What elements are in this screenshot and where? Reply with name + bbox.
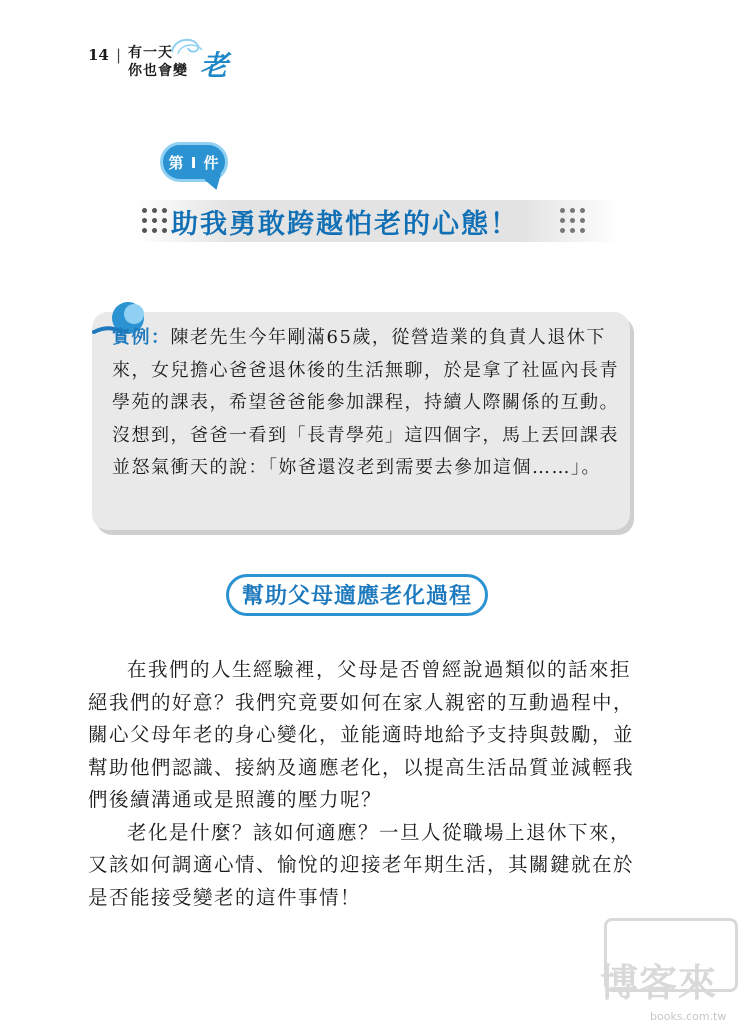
chapter-title: 助我勇敢跨越怕老的心態！	[171, 209, 519, 240]
body-paragraph-2: 老化是什麼？該如何適應？一旦人從職場上退休下來，又該如何調適心情、愉悅的迎接老年期生活，其關鍵就在於是否能接受變老的這件事情！	[88, 820, 635, 909]
book-title-line2: 你也會變	[128, 63, 188, 79]
dots-right-icon	[560, 208, 590, 238]
watermark	[600, 918, 740, 1028]
dots-left-icon	[142, 208, 172, 238]
page-number: 14	[88, 46, 109, 64]
example-body: 陳老先生今年剛滿65歲，從營造業的負責人退休下來，女兒擔心爸爸退休後的生活無聊，於是拿了社區內長青學苑的課表，希望爸爸能參加課程，持續人際關係的互動。沒想到，爸爸一看到「長青學苑」這四個字，馬上丟回課表並怒氣衝天的說：「妳爸還沒老到需要去參加這個……」。	[112, 327, 619, 478]
book-title-line1: 有一天	[128, 45, 173, 61]
running-header	[88, 42, 288, 82]
section-heading-text: 幫助父母適應老化過程	[241, 584, 472, 609]
section-heading	[226, 574, 488, 616]
book-title-accent: 老	[200, 49, 229, 82]
example-label: 實例：	[112, 327, 171, 348]
chapter-badge-label: 第 I 件	[168, 153, 220, 172]
watermark-text: 博客來	[600, 961, 718, 1005]
chapter-badge	[160, 142, 228, 182]
watermark-url: books.com.tw	[650, 1010, 727, 1023]
body-text	[88, 654, 648, 914]
body-paragraph-1: 在我們的人生經驗裡，父母是否曾經說過類似的話來拒絕我們的好意？我們究竟要如何在家人親密的互動過程中，關心父母年老的身心變化，並能適時地給予支持與鼓勵，並幫助他們認識、接納及適應老化，以提高生活品質並減輕我們後續溝通或是照護的壓力呢？	[88, 658, 635, 811]
header-separator: |	[116, 46, 122, 64]
example-text	[112, 322, 620, 485]
